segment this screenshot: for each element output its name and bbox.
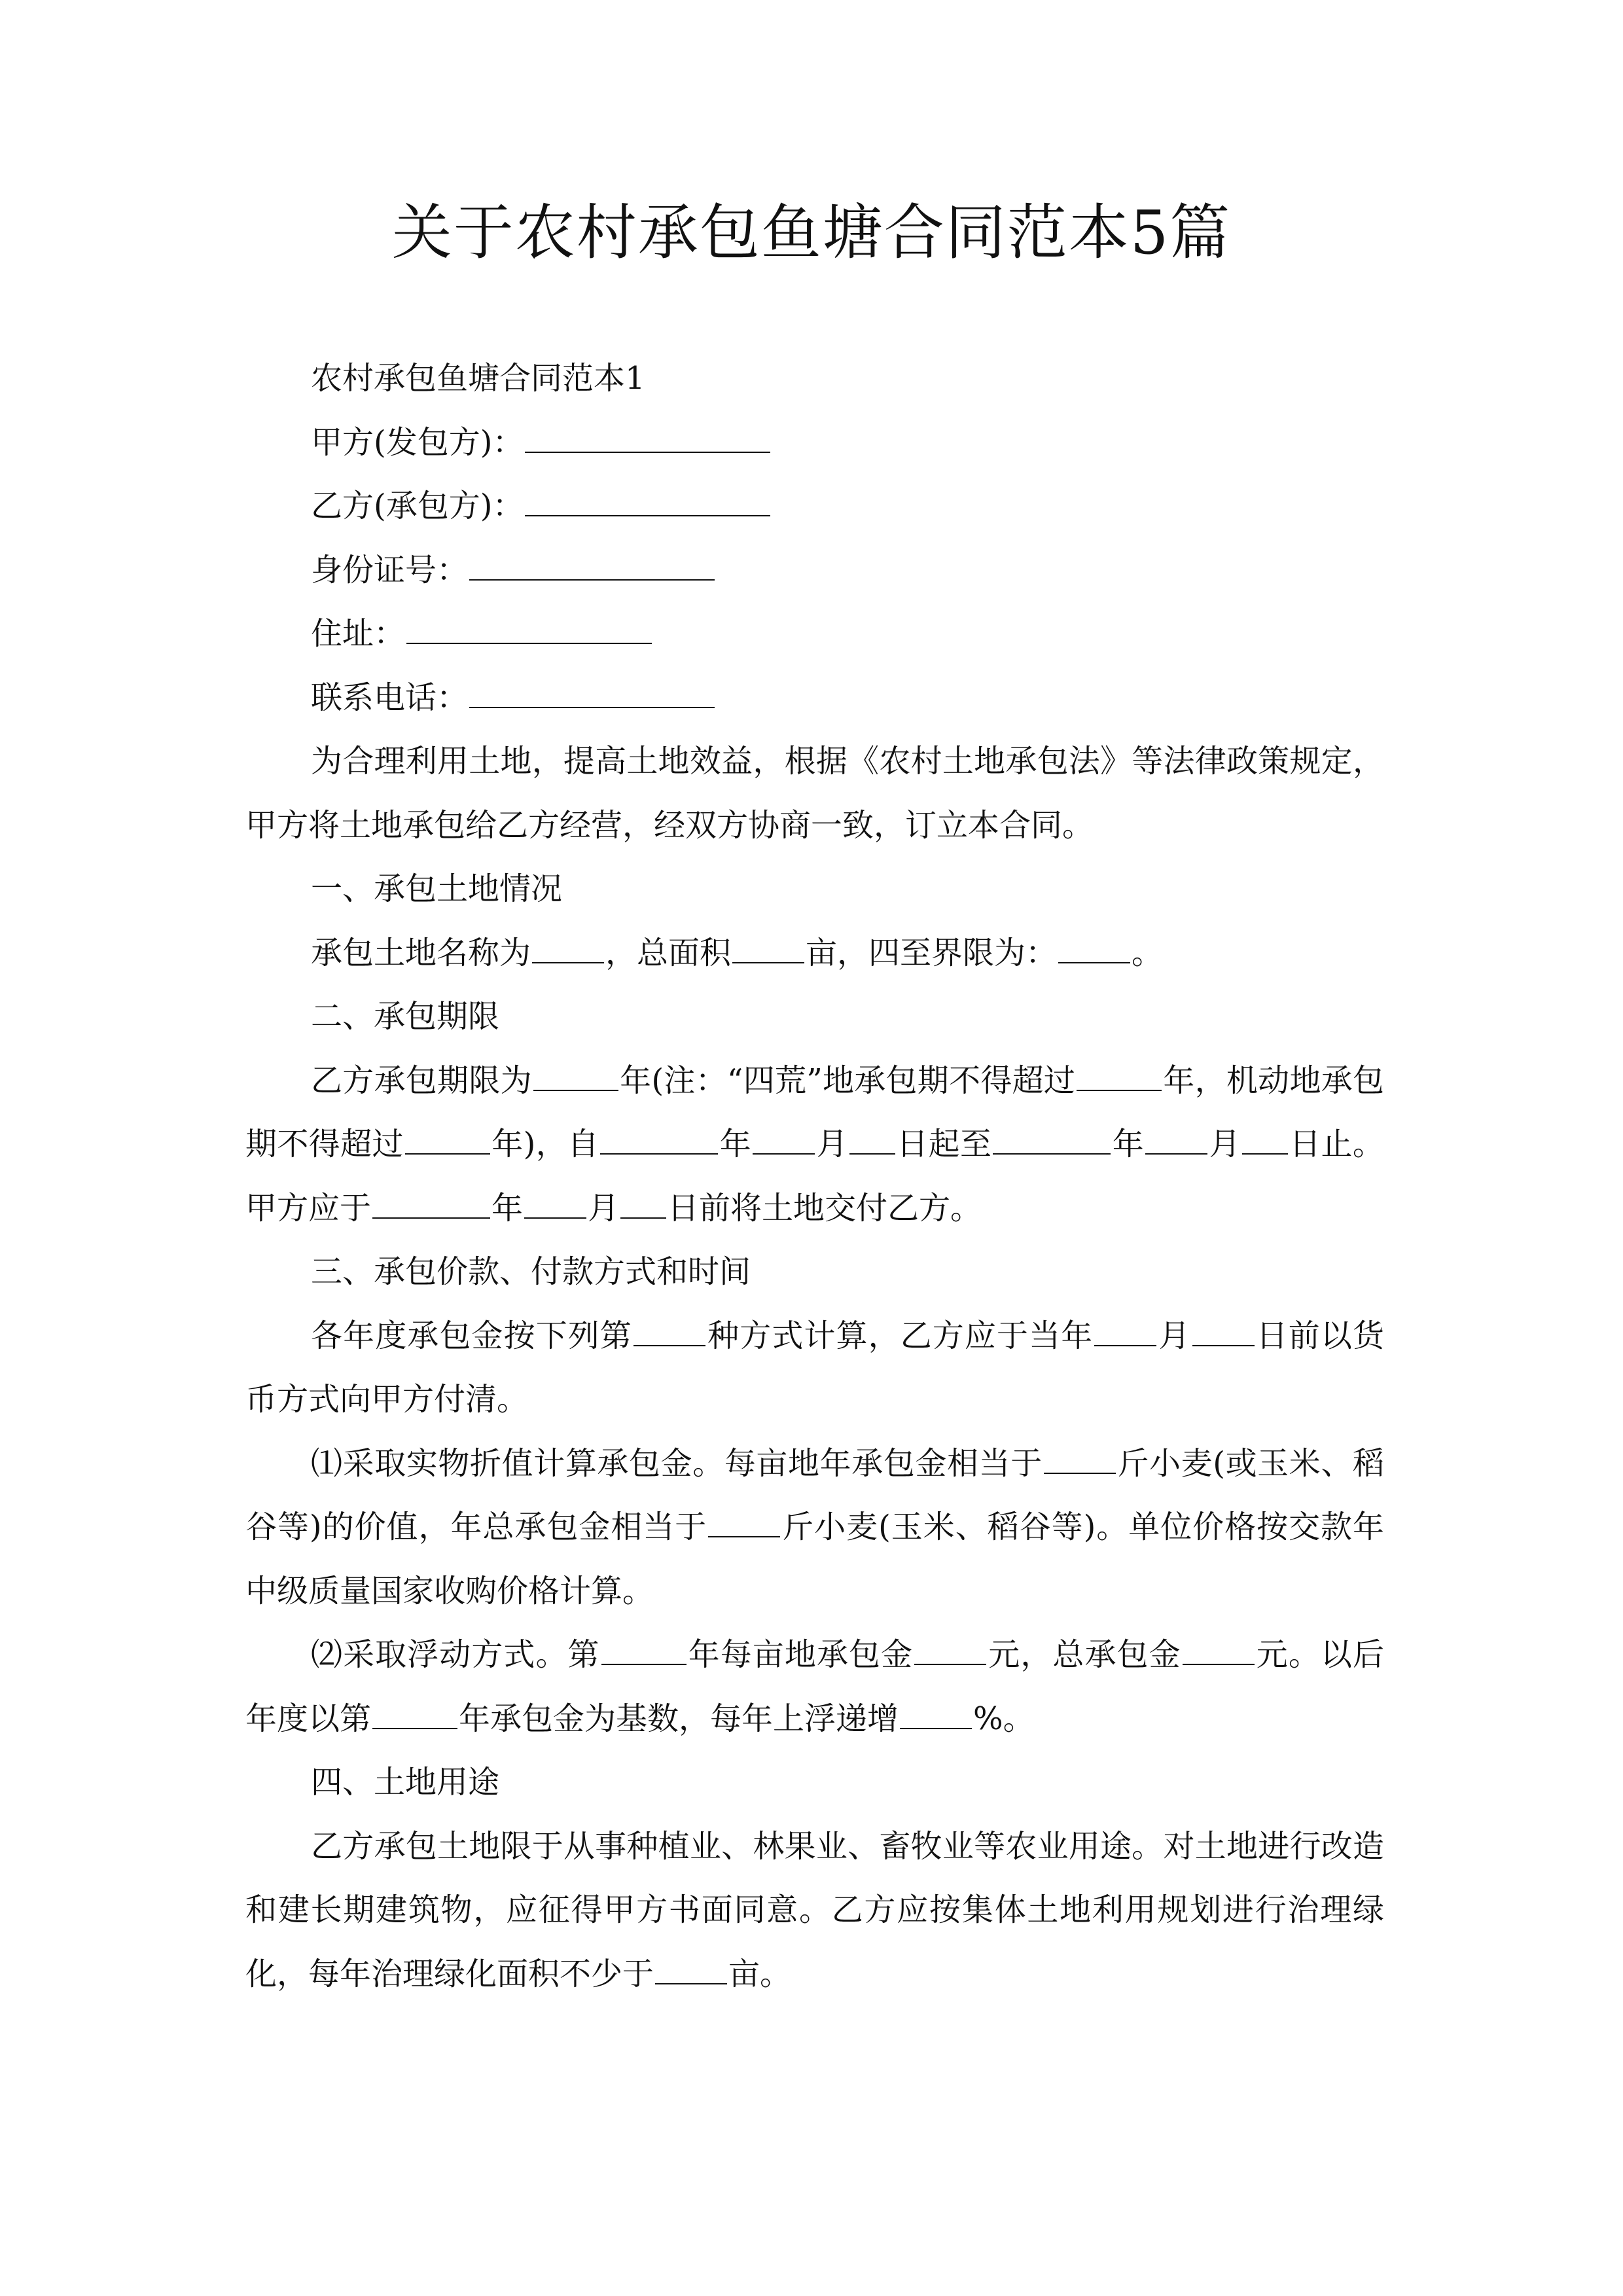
payment-method-2: ⑵采取浮动方式。第 年每亩地承包金 元，总承包金 元。以后年度以第 年承包金为基数，每年上浮递增 %。 xyxy=(245,1636,1384,1737)
document-body xyxy=(245,347,1384,2006)
term-paragraph: 乙方承包期限为 年(注：“四荒”地承包期不得超过 年，机动地承包期不得超过 年)，自 年 月 日起至 年 月 日止。甲方应于 年 月 日前将土地交付乙方。 xyxy=(245,1062,1384,1227)
party-a-blank[interactable] xyxy=(525,423,770,452)
increase-rate-blank[interactable] xyxy=(900,1699,972,1729)
clause-heading-3: 三、承包价款、付款方式和时间 xyxy=(311,1253,751,1290)
preamble-paragraph: 为合理利用土地，提高土地效益，根据《农村土地承包法》等法律政策规定，甲方将土地承包给乙方经营，经双方协商一致，订立本合同。 xyxy=(245,743,1384,844)
party-a-line: 甲方(发包方)： xyxy=(245,411,1384,475)
party-b-blank[interactable] xyxy=(525,487,770,516)
start-day-blank[interactable] xyxy=(849,1125,895,1155)
pay-month-blank[interactable] xyxy=(1094,1316,1156,1346)
document-title: 关于农村承包鱼塘合同范本5篇 xyxy=(391,198,1232,268)
boundary-blank[interactable] xyxy=(1058,933,1130,963)
payment-method-1: ⑴采取实物折值计算承包金。每亩地年承包金相当于 斤小麦(或玉米、稻谷等)的价值，年总承包金相当于 斤小麦(玉米、稻谷等)。单位价格按交款年中级质量国家收购价格计算。 xyxy=(245,1444,1384,1609)
wheat-total-blank[interactable] xyxy=(708,1508,780,1537)
wasteland-years-blank[interactable] xyxy=(1077,1061,1162,1090)
phone-blank[interactable] xyxy=(469,678,715,708)
end-day-blank[interactable] xyxy=(1242,1125,1288,1155)
payment-paragraph: 各年度承包金按下列第 种方式计算，乙方应于当年 月 日前以货币方式向甲方付清。 xyxy=(245,1317,1384,1418)
address-blank[interactable] xyxy=(406,615,652,644)
greening-area-blank[interactable] xyxy=(655,1954,727,1984)
land-info-paragraph: 承包土地名称为 ，总面积 亩，四至界限为： 。 xyxy=(311,934,1164,971)
section-heading: 农村承包鱼塘合同范本1 xyxy=(311,360,645,397)
land-use-paragraph: 乙方承包土地限于从事种植业、林果业、畜牧业等农业用途。对土地进行改造和建长期建筑物，应征得甲方书面同意。乙方应按集体土地利用规划进行治理绿化，每年治理绿化面积不少于 亩。 xyxy=(245,1827,1384,1992)
deliver-year-blank[interactable] xyxy=(372,1189,490,1218)
end-year-blank[interactable] xyxy=(993,1125,1111,1155)
land-name-blank[interactable] xyxy=(532,933,604,963)
start-year-blank[interactable] xyxy=(600,1125,718,1155)
base-year-blank[interactable] xyxy=(601,1636,687,1665)
start-month-blank[interactable] xyxy=(753,1125,815,1155)
id-number-line: 身份证号： xyxy=(245,539,1384,603)
id-number-blank[interactable] xyxy=(469,550,715,580)
address-line: 住址： xyxy=(245,602,1384,666)
fee-per-mu-blank[interactable] xyxy=(914,1636,986,1665)
fee-total-blank[interactable] xyxy=(1183,1636,1255,1665)
phone-line: 联系电话： xyxy=(245,666,1384,730)
wheat-per-mu-blank[interactable] xyxy=(1044,1444,1116,1473)
clause-heading-2: 二、承包期限 xyxy=(311,998,500,1035)
term-years-blank[interactable] xyxy=(533,1061,618,1090)
flex-land-years-blank[interactable] xyxy=(405,1125,490,1155)
area-blank[interactable] xyxy=(732,933,804,963)
pay-day-blank[interactable] xyxy=(1192,1316,1255,1346)
base-year-ref-blank[interactable] xyxy=(372,1699,457,1729)
deliver-month-blank[interactable] xyxy=(524,1189,586,1218)
deliver-day-blank[interactable] xyxy=(620,1189,666,1218)
party-b-line: 乙方(承包方)： xyxy=(245,475,1384,539)
clause-heading-4: 四、土地用途 xyxy=(311,1764,500,1801)
method-number-blank[interactable] xyxy=(633,1316,705,1346)
end-month-blank[interactable] xyxy=(1145,1125,1207,1155)
clause-heading-1: 一、承包土地情况 xyxy=(311,870,563,907)
